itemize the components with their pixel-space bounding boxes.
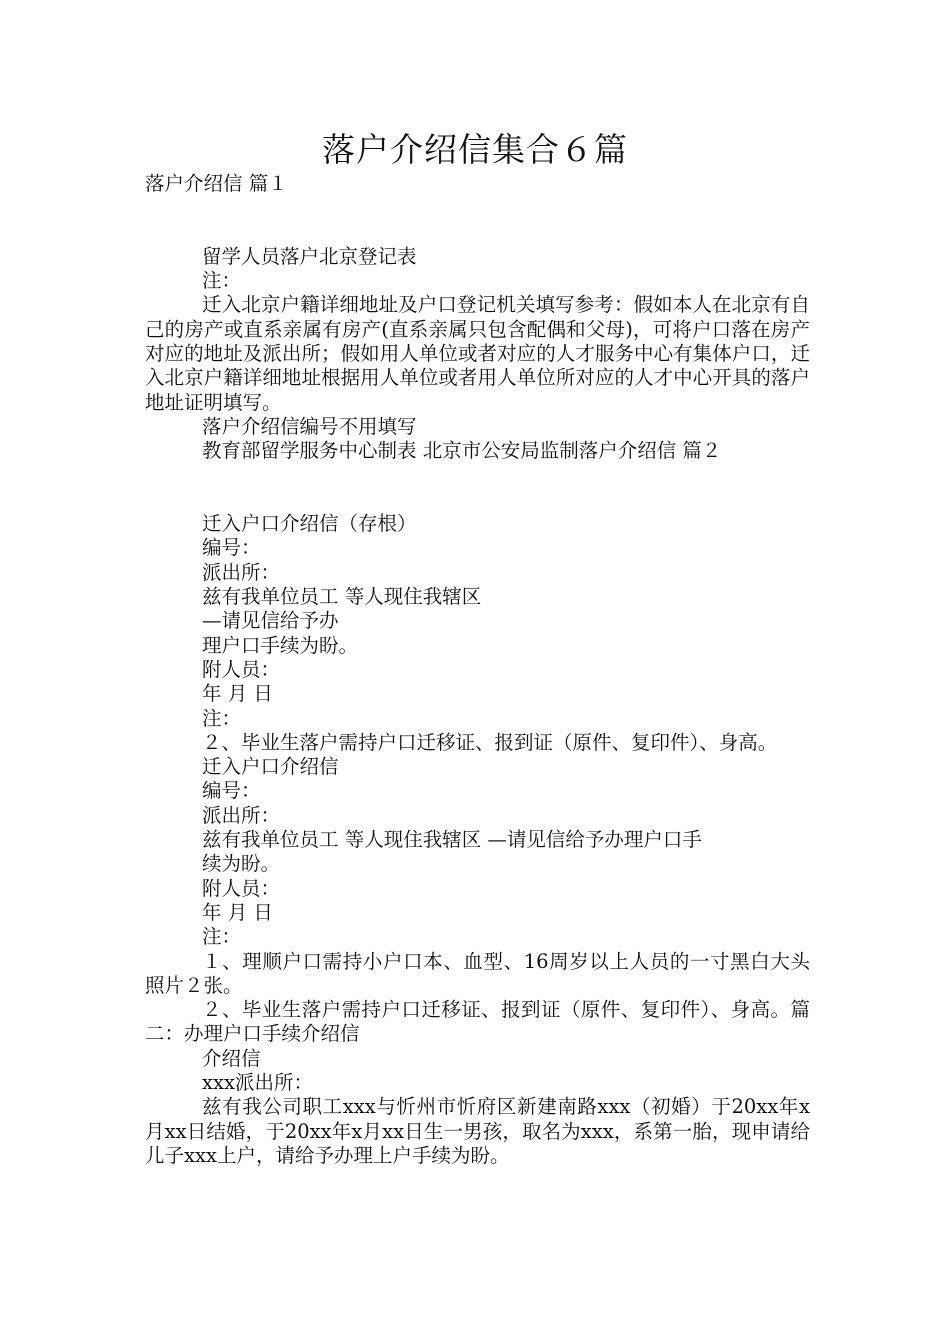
blank-space bbox=[145, 196, 810, 245]
stub-line: 兹有我单位员工 等人现住我辖区 bbox=[202, 585, 482, 609]
letter-number: 编号： bbox=[202, 779, 261, 803]
form-footer-and-section2-heading: 教育部留学服务中心制表 北京市公安局监制落户介绍信 篇２ bbox=[202, 439, 722, 463]
stub-title: 迁入户口介绍信（存根） bbox=[202, 512, 417, 536]
note-label: 注： bbox=[202, 269, 242, 293]
letter-police-station: 派出所： bbox=[202, 803, 281, 827]
letter-attached: 附人员： bbox=[202, 876, 281, 900]
number-note: 落户介绍信编号不用填写 bbox=[202, 414, 417, 438]
stub-number: 编号： bbox=[202, 536, 261, 560]
intro-title: 介绍信 bbox=[202, 1046, 261, 1070]
document-title: 落户介绍信集合６篇 bbox=[322, 130, 628, 169]
stub-police-station: 派出所： bbox=[202, 560, 281, 584]
stub-note-label: 注： bbox=[202, 706, 242, 730]
stub-line: 理户口手续为盼。 bbox=[202, 633, 359, 657]
stub-line: —请见信给予办 bbox=[202, 609, 339, 633]
intro-addressee: xxx派出所： bbox=[202, 1070, 313, 1094]
letter-note-label: 注： bbox=[202, 925, 242, 949]
section1-heading: 落户介绍信 篇１ bbox=[145, 172, 288, 195]
intro-body: 兹有我公司职工xxx与忻州市忻府区新建南路xxx（初婚）于20xx年x月xx日结婚，于20xx年x月xx日生一男孩，取名为xxx，系第一胎，现申请给儿子xxx上户，请给予办理上户手续为盼。 bbox=[145, 1095, 810, 1167]
form-title: 留学人员落户北京登记表 bbox=[202, 244, 417, 268]
note-paragraph: 迁入北京户籍详细地址及户口登记机关填写参考：假如本人在北京有自己的房产或直系亲属有房产(直系亲属只包含配偶和父母)，可将户口落在房产对应的地址及派出所；假如用人单位或者对应的人才服务中心有集体户口，迁入北京户籍详细地址根据用人单位或者用人单位所对应的人才中心开具的落户地址证明填写。 bbox=[145, 293, 810, 414]
letter-body-line: 兹有我单位员工 等人现住我辖区 —请见信给予办理户口手 bbox=[202, 828, 702, 852]
letter-date: 年 月 日 bbox=[202, 900, 273, 924]
blank-space bbox=[145, 464, 810, 513]
letter-body-line: 续为盼。 bbox=[202, 852, 281, 876]
stub-attached: 附人员： bbox=[202, 657, 281, 681]
letter-note-item: ２、毕业生落户需持户口迁移证、报到证（原件、复印件）、身高。篇二：办理户口手续介绍信 bbox=[145, 998, 810, 1046]
stub-date: 年 月 日 bbox=[202, 682, 273, 706]
document-body bbox=[145, 172, 810, 1168]
letter-title: 迁入户口介绍信 bbox=[202, 755, 339, 779]
letter-note-item: １、理顺户口需持小户口本、血型、16周岁以上人员的一寸黑白大头照片２张。 bbox=[145, 949, 810, 997]
stub-note-item: ２、毕业生落户需持户口迁移证、报到证（原件、复印件）、身高。 bbox=[202, 730, 778, 754]
